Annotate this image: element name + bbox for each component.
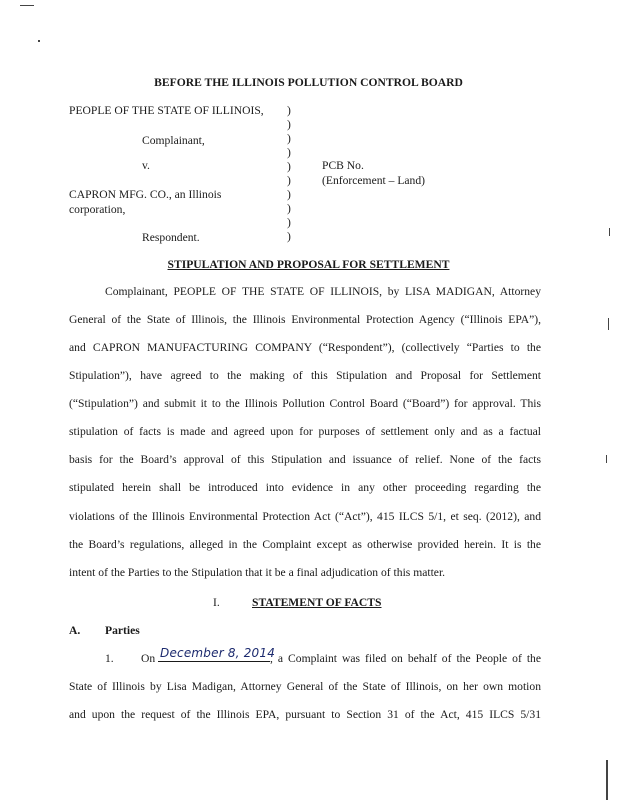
handwritten-date: December 8, 2014 — [160, 646, 276, 660]
paragraph-line: basis for the Board’s approval of this Stipulation and issuance of relief. None of the facts — [69, 453, 541, 466]
paragraph-line: the Board’s regulations, alleged in the Complaint except as otherwise provided herein. It is the — [69, 538, 541, 551]
paragraph-number: 1. — [105, 652, 114, 665]
board-title: BEFORE THE ILLINOIS POLLUTION CONTROL BOARD — [154, 76, 463, 89]
case-type-label: (Enforcement – Land) — [322, 174, 426, 187]
paragraph-line: stipulated herein shall be introduced into evidence in any other proceeding regarding the — [69, 481, 541, 494]
scan-mark — [38, 40, 40, 42]
plaintiff-name: PEOPLE OF THE STATE OF ILLINOIS, — [69, 104, 264, 117]
paragraph-line: General of the State of Illinois, the Illinois Environmental Protection Agency (“Illinois EPA”), — [69, 313, 541, 326]
scan-mark — [20, 5, 34, 6]
versus-label: v. — [142, 159, 150, 172]
caption-paren: ) — [287, 146, 291, 159]
scan-mark — [608, 318, 609, 330]
date-blank-line — [158, 661, 270, 662]
plaintiff-role: Complainant, — [142, 134, 205, 147]
caption-paren: ) — [287, 160, 291, 173]
caption-paren: ) — [287, 216, 291, 229]
paragraph-on-word: On — [141, 652, 156, 665]
paragraph-line: and CAPRON MANUFACTURING COMPANY (“Respondent”), (collectively “Parties to the — [69, 341, 541, 354]
caption-paren: ) — [287, 118, 291, 131]
paragraph-line: Complainant, PEOPLE OF THE STATE OF ILLINOIS, by LISA MADIGAN, Attorney — [105, 285, 541, 298]
paragraph-line: State of Illinois by Lisa Madigan, Attorney General of the State of Illinois, on her own motion — [69, 680, 541, 693]
paragraph-line: (“Stipulation”) and submit it to the Illinois Pollution Control Board (“Board”) for approval. This — [69, 397, 541, 410]
paragraph-line: violations of the Illinois Environmental Protection Act (“Act”), 415 ILCS 5/1, et seq. (2012), and — [69, 510, 541, 523]
paragraph-line: stipulation of facts is made and agreed upon for purposes of settlement only and as a factual — [69, 425, 541, 438]
paragraph-line: , a Complaint was filed on behalf of the People of the — [270, 652, 541, 665]
scan-mark — [606, 760, 608, 800]
caption-paren: ) — [287, 188, 291, 201]
caption-paren: ) — [287, 132, 291, 145]
case-number-label: PCB No. — [322, 159, 364, 172]
scan-mark — [606, 455, 607, 463]
paragraph-line: and upon the request of the Illinois EPA, pursuant to Section 31 of the Act, 415 ILCS 5/31 — [69, 708, 541, 721]
section-number: I. — [213, 596, 220, 609]
caption-paren: ) — [287, 174, 291, 187]
caption-paren: ) — [287, 104, 291, 117]
defendant-name-line2: corporation, — [69, 203, 126, 216]
defendant-name-line1: CAPRON MFG. CO., an Illinois — [69, 188, 222, 201]
subsection-title: Parties — [105, 624, 140, 637]
scan-mark — [609, 228, 610, 236]
caption-paren: ) — [287, 202, 291, 215]
paragraph-line: intent of the Parties to the Stipulation that it be a final adjudication of this matter. — [69, 566, 446, 579]
paragraph-line: Stipulation”), have agreed to the making of this Stipulation and Proposal for Settlement — [69, 369, 541, 382]
defendant-role: Respondent. — [142, 231, 200, 244]
caption-paren: ) — [287, 230, 291, 243]
subsection-letter: A. — [69, 624, 81, 637]
section-title: STATEMENT OF FACTS — [252, 596, 382, 609]
document-title: STIPULATION AND PROPOSAL FOR SETTLEMENT — [167, 258, 450, 271]
